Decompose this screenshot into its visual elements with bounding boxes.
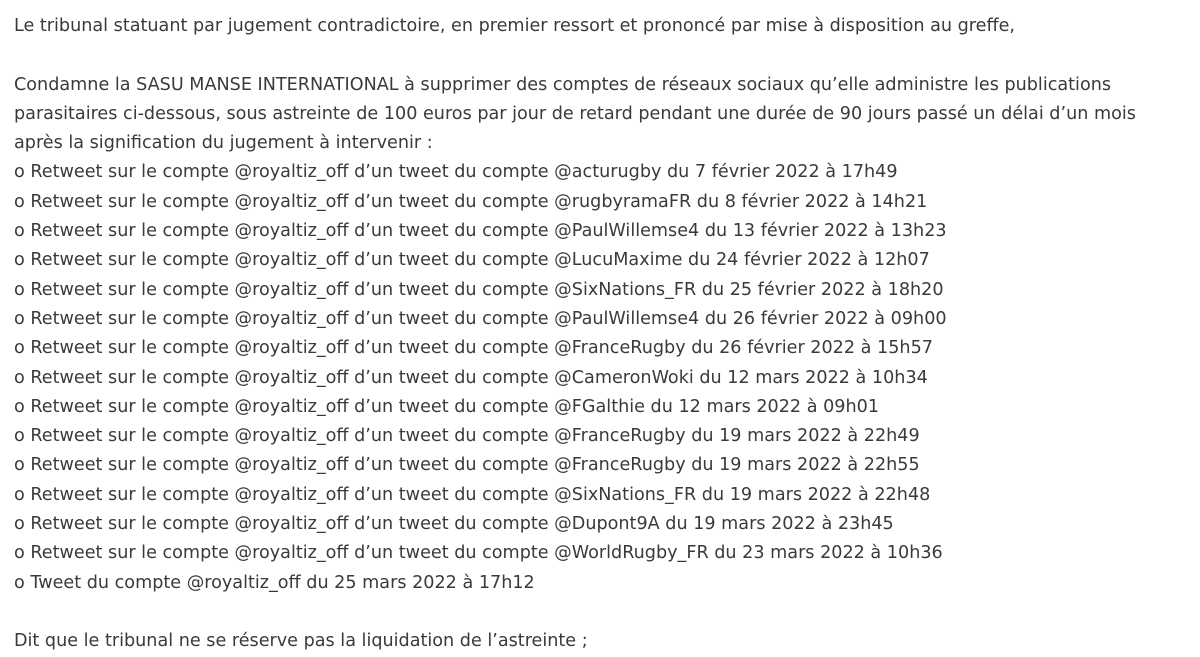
publication-list: [14, 158, 1186, 597]
list-item: o Retweet sur le compte @royaltiz_off d’un tweet du compte @Dupont9A du 19 mars 2022 à 23h45: [14, 514, 894, 535]
list-item: o Retweet sur le compte @royaltiz_off d’un tweet du compte @LucuMaxime du 24 février 2022 à 12h07: [14, 250, 930, 271]
list-item: o Retweet sur le compte @royaltiz_off d’un tweet du compte @SixNations_FR du 19 mars 2022 à 22h48: [14, 484, 931, 505]
list-item: o Retweet sur le compte @royaltiz_off d’un tweet du compte @FranceRugby du 19 mars 2022 à 22h49: [14, 426, 920, 447]
list-item: o Tweet du compte @royaltiz_off du 25 mars 2022 à 17h12: [14, 572, 535, 593]
closing-paragraph: Dit que le tribunal ne se réserve pas la liquidation de l’astreinte ;: [14, 631, 588, 652]
order-line: parasitaires ci-dessous, sous astreinte de 100 euros par jour de retard pendant une durée de 90 jours passé un délai d’un mois: [14, 103, 1136, 124]
paragraph-spacer: [14, 41, 1186, 70]
order-paragraph: [14, 71, 1186, 159]
order-line: après la signification du jugement à intervenir :: [14, 133, 433, 154]
list-item: o Retweet sur le compte @royaltiz_off d’un tweet du compte @PaulWillemse4 du 13 février 2022 à 13h23: [14, 221, 947, 242]
list-item: o Retweet sur le compte @royaltiz_off d’un tweet du compte @FGalthie du 12 mars 2022 à 09h01: [14, 396, 880, 417]
list-item: o Retweet sur le compte @royaltiz_off d’un tweet du compte @SixNations_FR du 25 février 2022 à 18h20: [14, 279, 944, 300]
list-item: o Retweet sur le compte @royaltiz_off d’un tweet du compte @FranceRugby du 19 mars 2022 à 22h55: [14, 455, 920, 476]
list-item: o Retweet sur le compte @royaltiz_off d’un tweet du compte @PaulWillemse4 du 26 février 2022 à 09h00: [14, 308, 947, 329]
list-item: o Retweet sur le compte @royaltiz_off d’un tweet du compte @acturugby du 7 février 2022 à 17h49: [14, 162, 898, 183]
paragraph-spacer: [14, 598, 1186, 627]
order-line: Condamne la SASU MANSE INTERNATIONAL à supprimer des comptes de réseaux sociaux qu’elle administre les publications: [14, 74, 1112, 95]
list-item: o Retweet sur le compte @royaltiz_off d’un tweet du compte @CameronWoki du 12 mars 2022 à 10h34: [14, 367, 928, 388]
intro-paragraph: Le tribunal statuant par jugement contradictoire, en premier ressort et prononcé par mise à disposition au greffe,: [14, 16, 1016, 36]
list-item: o Retweet sur le compte @royaltiz_off d’un tweet du compte @WorldRugby_FR du 23 mars 2022 à 10h36: [14, 543, 943, 564]
list-item: o Retweet sur le compte @royaltiz_off d’un tweet du compte @rugbyramaFR du 8 février 2022 à 14h21: [14, 191, 928, 212]
list-item: o Retweet sur le compte @royaltiz_off d’un tweet du compte @FranceRugby du 26 février 2022 à 15h57: [14, 338, 933, 359]
